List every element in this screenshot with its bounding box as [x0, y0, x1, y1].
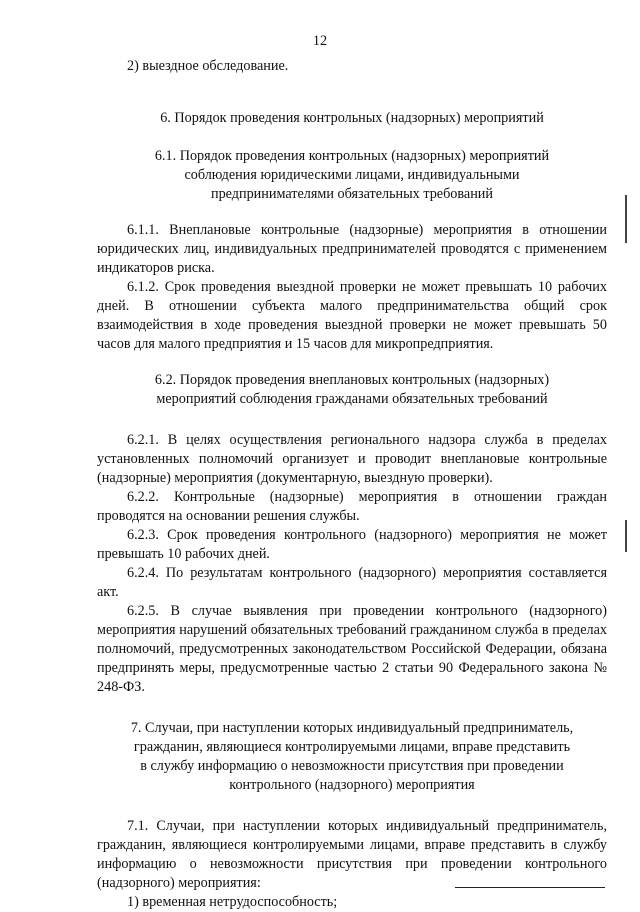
document-body	[97, 57, 607, 912]
heading-line: 6.2. Порядок проведения внеплановых контрольных (надзорных)	[154, 372, 550, 388]
heading-line: предпринимателями обязательных требований	[210, 186, 493, 202]
paragraph-6-2-1: 6.2.1. В целях осуществления регионального надзора служба в пределах установленных полномочий организует и проводит внеплановые контрольные (надзорные) мероприятия (документарную, выездную проверки).	[97, 432, 607, 486]
margin-mark	[625, 520, 627, 552]
heading-line: в службу информацию о невозможности присутствия при проведении	[140, 758, 564, 774]
subsection-6-1-heading	[97, 147, 607, 204]
section-6-heading: 6. Порядок проведения контрольных (надзорных) мероприятий	[160, 110, 544, 126]
heading-line: 6.1. Порядок проведения контрольных (надзорных) мероприятий	[154, 148, 550, 164]
page-number: 12	[312, 33, 328, 49]
heading-line: гражданин, являющиеся контролируемыми лицами, вправе представить	[133, 739, 571, 755]
heading-line: контрольного (надзорного) мероприятия	[229, 777, 475, 793]
footnote-rule	[455, 887, 605, 888]
heading-line: соблюдения юридическими лицами, индивидуальными	[184, 167, 520, 183]
list-item: 2) выездное обследование.	[127, 58, 289, 74]
margin-mark	[625, 195, 627, 243]
paragraph-6-1-1: 6.1.1. Внеплановые контрольные (надзорные) мероприятия в отношении юридических лиц, индивидуальных предпринимателей проводятся с применением индикаторов риска.	[97, 222, 607, 276]
list-item: 1) временная нетрудоспособность;	[127, 894, 338, 910]
paragraph-6-2-3: 6.2.3. Срок проведения контрольного (надзорного) мероприятия не может превышать 10 рабочих дней.	[97, 527, 607, 562]
heading-line: мероприятий соблюдения гражданами обязательных требований	[156, 391, 548, 407]
paragraph-6-1-2: 6.1.2. Срок проведения выездной проверки не может превышать 10 рабочих дней. В отношении субъекта малого предпринимательства общий срок взаимодействия в ходе проведения выездной проверки не может превышать 50 часов для малого предприятия и 15 часов для микропредприятия.	[97, 279, 607, 352]
paragraph-7-1: 7.1. Случаи, при наступлении которых индивидуальный предприниматель, гражданин, являющиеся контролируемыми лицами, вправе представить в службу информацию о невозможности присутствия при проведении контрольного (надзорного) мероприятия:	[97, 818, 607, 891]
subsection-6-2-heading	[97, 371, 607, 409]
paragraph-6-2-5: 6.2.5. В случае выявления при проведении контрольного (надзорного) мероприятия нарушений обязательных требований гражданином служба в пределах полномочий, предусмотренных законодательством Российской Федерации, обязана предпринять меры, предусмотренные частью 2 статьи 90 Федерального закона № 248-ФЗ.	[97, 603, 607, 695]
section-7-heading	[97, 719, 607, 795]
paragraph-6-2-2: 6.2.2. Контрольные (надзорные) мероприятия в отношении граждан проводятся на основании решения службы.	[97, 489, 607, 524]
heading-line: 7. Случаи, при наступлении которых индивидуальный предприниматель,	[130, 720, 574, 736]
paragraph-6-2-4: 6.2.4. По результатам контрольного (надзорного) мероприятия составляется акт.	[97, 565, 607, 600]
